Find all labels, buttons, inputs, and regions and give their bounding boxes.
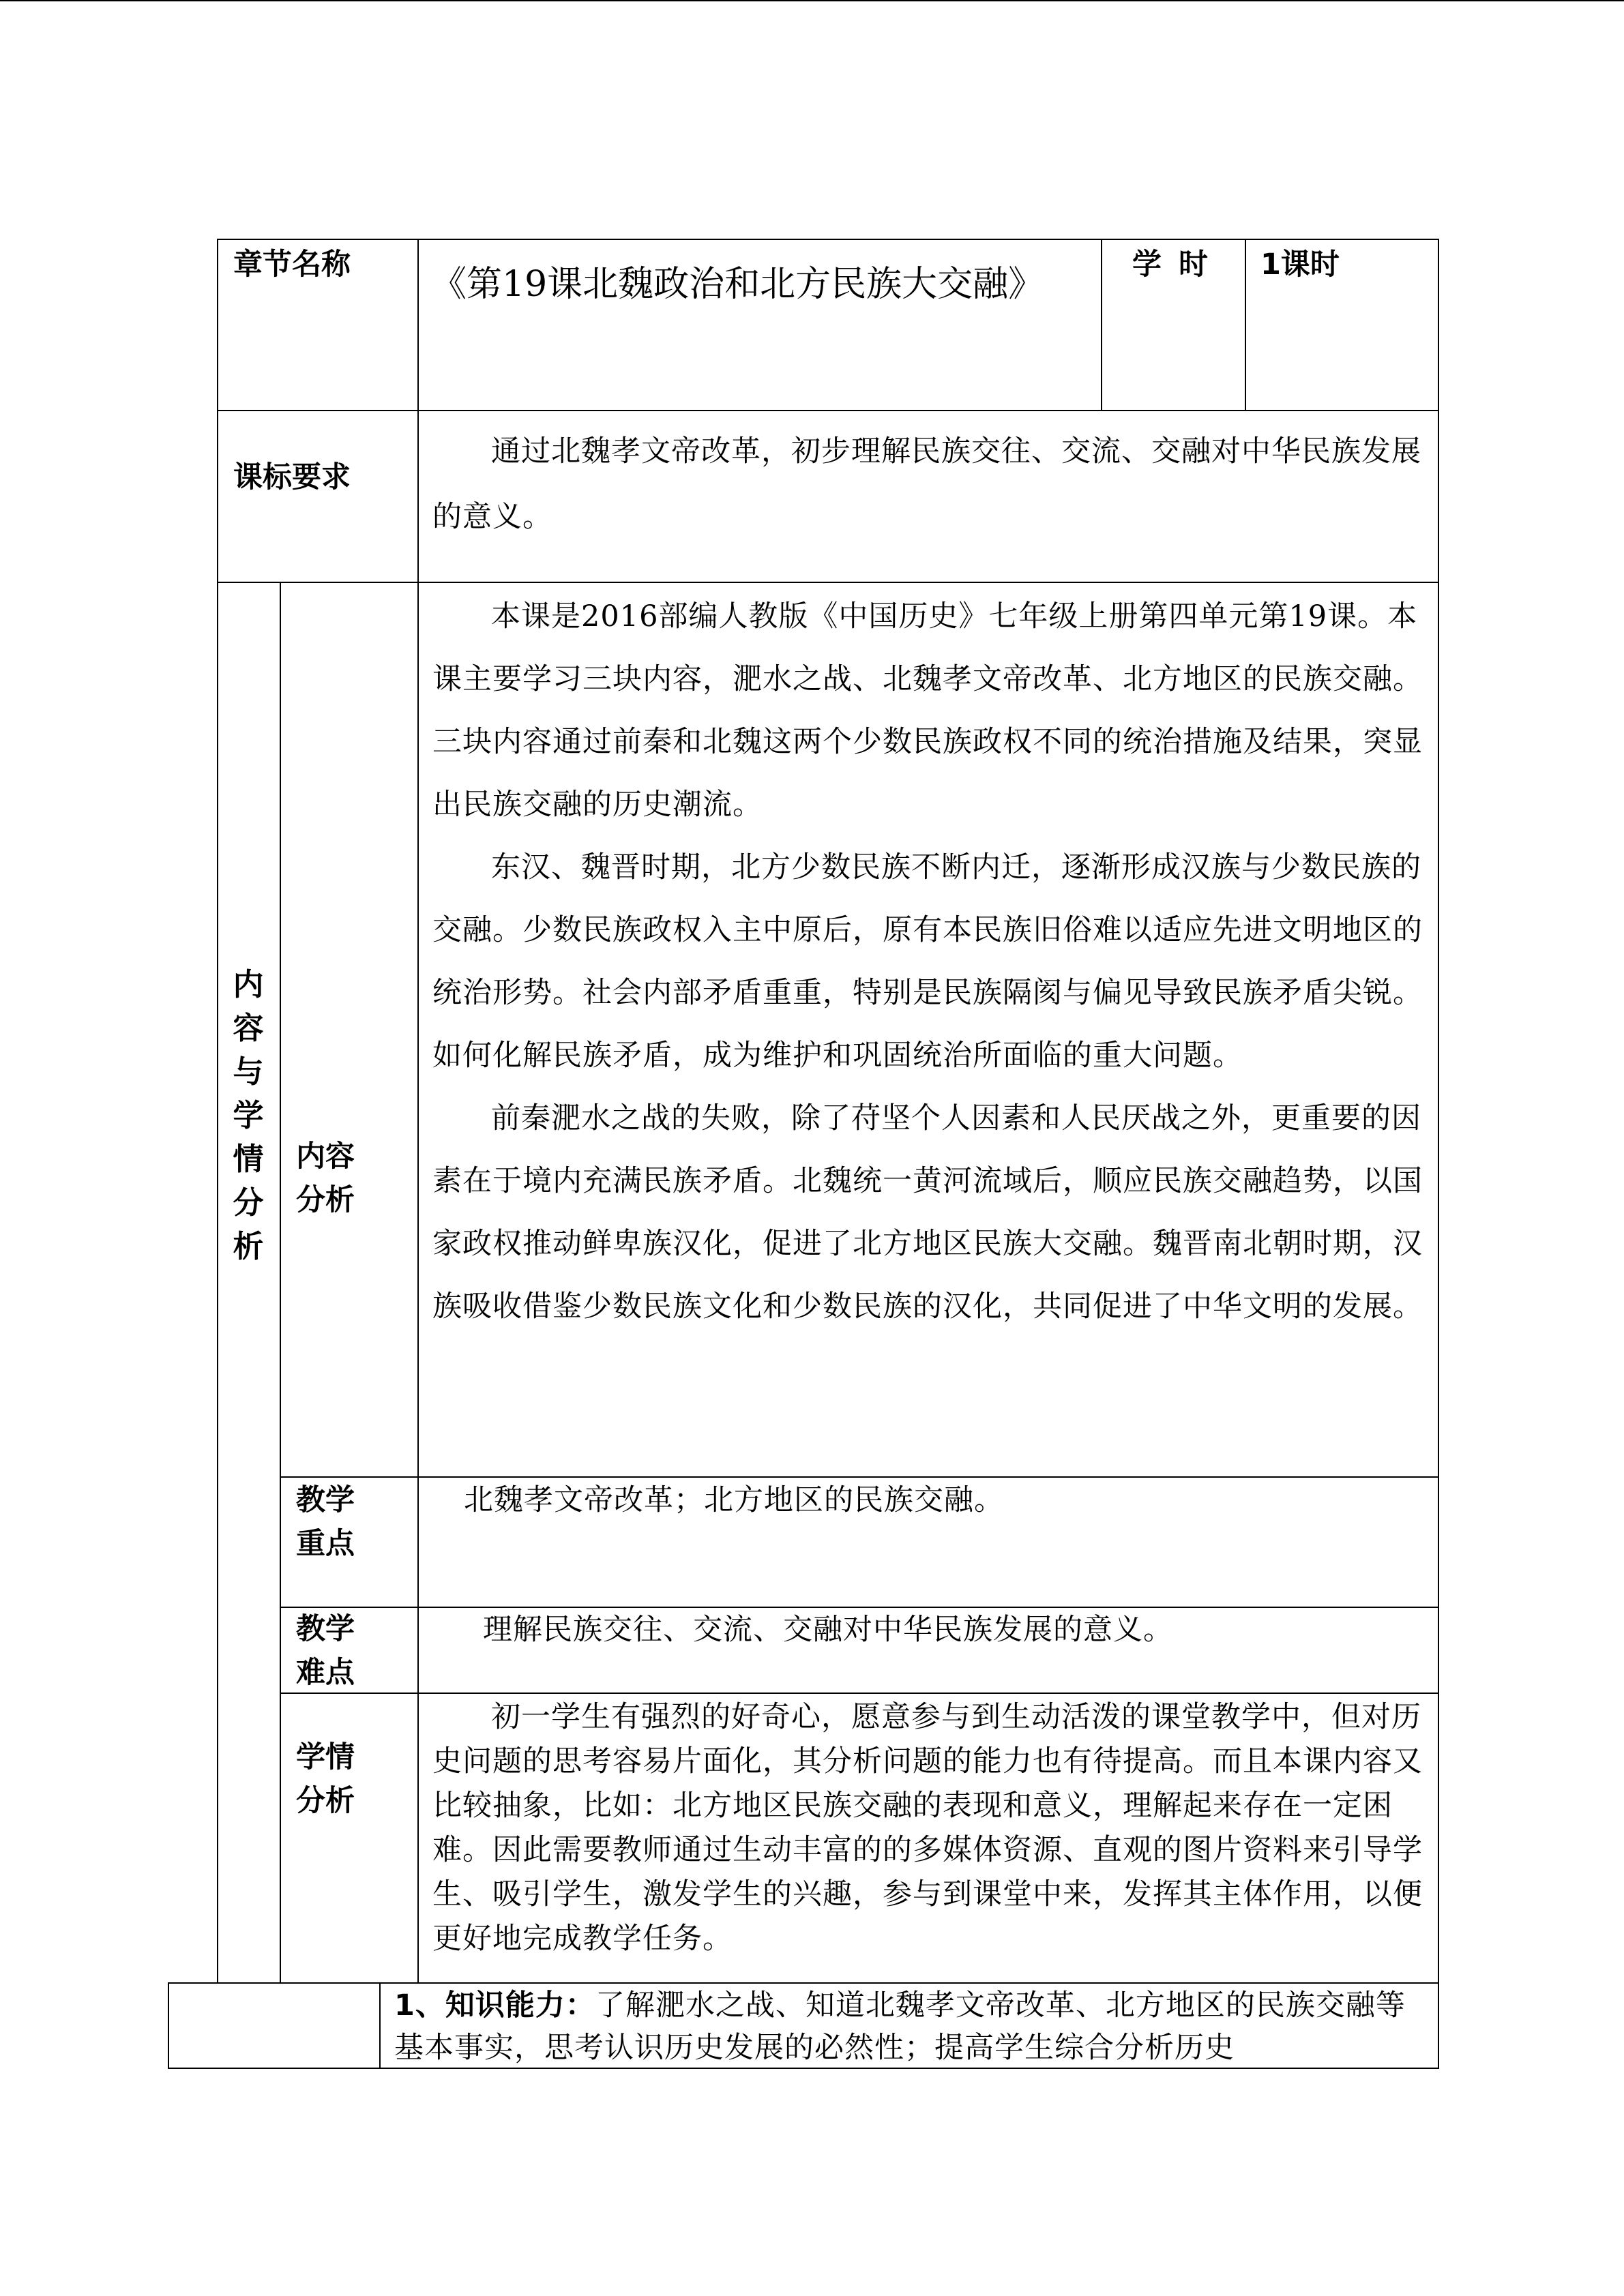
- standard-text: [432, 419, 1423, 550]
- key-text: 北魏孝文帝改革；北方地区的民族交融。: [464, 1483, 1004, 1517]
- table-line-after-standard: [217, 582, 1439, 583]
- section-label: [228, 963, 269, 1268]
- section-label-char: 容: [233, 1010, 264, 1046]
- table-bottom-left-border: [168, 1982, 169, 2068]
- content-paragraph: 前秦淝水之战的失败，除了苻坚个人因素和人民厌战之外，更重要的因素在于境内充满民族矛盾。北魏统一黄河流域后，顺应民族交融趋势，以国家政权推动鲜卑族汉化，促进了北方地区民族大交融。魏晋南北朝时期，汉族吸收借鉴少数民族文化和少数民族的汉化，共同促进了中华文明的发展。: [432, 1101, 1423, 1324]
- standard-paragraph: 通过北魏孝文帝改革，初步理解民族交往、交流、交融对中华民族发展的意义。: [432, 434, 1421, 534]
- content-analysis-text: [432, 585, 1423, 1338]
- goal-description: 了解淝水之战、知道北魏孝文帝改革、北方地区的民族交融等基本事实，思考认识历史发展的必然性；提高学生综合分析历史: [394, 1988, 1406, 2065]
- table-border-left: [217, 239, 218, 1983]
- content-label-line: 内容: [296, 1139, 355, 1174]
- difficult-label: [296, 1607, 355, 1695]
- hours-label: 学 时: [1132, 248, 1208, 282]
- content-label: [296, 1135, 355, 1222]
- table-border-right: [1438, 239, 1439, 2068]
- section-label-char: 与: [233, 1054, 264, 1090]
- content-label-line: 分析: [296, 1183, 355, 1217]
- difficult-label-line: 教学: [296, 1612, 355, 1646]
- key-label-line: 重点: [296, 1527, 355, 1561]
- section-label-char: 情: [233, 1141, 264, 1177]
- hours-value: 1课时: [1260, 248, 1340, 282]
- learner-label: [296, 1735, 355, 1823]
- table-col-section-divider: [280, 582, 281, 1983]
- content-paragraph: 本课是2016部编人教版《中国历史》七年级上册第四单元第19课。本课主要学习三块内容，淝水之战、北魏孝文帝改革、北方地区的民族交融。三块内容通过前秦和北魏这两个少数民族政权不同的统治措施及结果，突显出民族交融的历史潮流。: [432, 599, 1423, 822]
- table-col-hours-right: [1245, 239, 1246, 411]
- key-label-line: 教学: [296, 1483, 355, 1517]
- table-bottom-col-divider: [379, 1982, 381, 2068]
- standard-label: 课标要求: [233, 460, 351, 494]
- table-line-after-content: [281, 1476, 1439, 1478]
- goal-text: [394, 1984, 1426, 2069]
- learner-label-line: 分析: [296, 1784, 355, 1818]
- section-label-char: 学: [233, 1097, 264, 1133]
- table-col-label-divider: [417, 239, 419, 1983]
- table-line-after-learner: [168, 1982, 1439, 1984]
- section-label-char: 析: [233, 1228, 264, 1264]
- learner-paragraph: 初一学生有强烈的好奇心，愿意参与到生动活泼的课堂教学中，但对历史问题的思考容易片面化，其分析问题的能力也有待提高。而且本课内容又比较抽象，比如：北方地区民族交融的表现和意义，理解起来存在一定困难。因此需要教师通过生动丰富的的多媒体资源、直观的图片资料来引导学生、吸引学生，激发学生的兴趣，参与到课堂中来，发挥其主体作用，以便更好地完成教学任务。: [432, 1700, 1423, 1956]
- difficult-label-line: 难点: [296, 1656, 355, 1690]
- chapter-label: 章节名称: [233, 248, 351, 282]
- content-paragraph: 东汉、魏晋时期，北方少数民族不断内迁，逐渐形成汉族与少数民族的交融。少数民族政权入主中原后，原有本民族旧俗难以适应先进文明地区的统治形势。社会内部矛盾重重，特别是民族隔阂与偏见导致民族矛盾尖锐。如何化解民族矛盾，成为维护和巩固统治所面临的重大问题。: [432, 850, 1423, 1073]
- table-line-after-chapter: [217, 410, 1439, 411]
- table-col-hours-left: [1101, 239, 1102, 411]
- chapter-title: 《第19课北魏政治和北方民族大交融》: [431, 264, 1044, 305]
- section-label-char: 内: [233, 966, 264, 1002]
- difficult-text: 理解民族交往、交流、交融对中华民族发展的意义。: [483, 1613, 1173, 1647]
- section-label-char: 分: [233, 1184, 264, 1221]
- learner-label-line: 学情: [296, 1740, 355, 1774]
- learner-text: [432, 1695, 1423, 1961]
- key-label: [296, 1478, 355, 1566]
- table-line-after-difficult: [281, 1693, 1439, 1694]
- goal-keyword: 1、知识能力：: [394, 1988, 595, 2023]
